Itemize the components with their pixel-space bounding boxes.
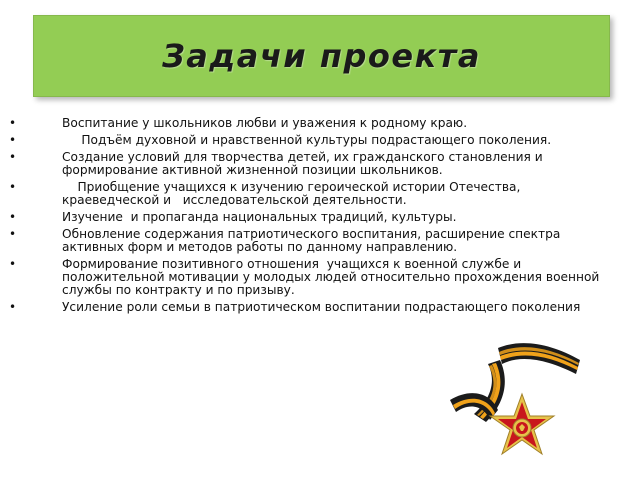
list-item-text: Формирование позитивного отношения учащихся к военной службе и положительной мотивации у молодых людей относительно прохождения военной службы по контракту и по призыву. [62,257,604,297]
task-list [0,117,610,318]
bullet-icon: • [9,150,17,164]
list-item [0,151,610,177]
list-item-text: Изучение и пропаганда национальных традиций, культуры. [62,210,457,224]
bullet-icon: • [9,210,17,224]
slide-title: Задачи проекта [162,37,481,75]
list-item [0,258,610,297]
list-item [0,134,610,147]
list-item-text: Усиление роли семьи в патриотическом воспитании подрастающего поколения [62,300,581,314]
bullet-icon: • [9,300,17,314]
bullet-icon: • [9,227,17,241]
bullet-icon: • [9,257,17,271]
bullet-icon: • [9,116,17,130]
list-item-text: Воспитание у школьников любви и уважения к родному краю. [62,116,468,130]
title-banner [33,15,610,97]
ribbon-band-upper [498,343,580,374]
bullet-icon: • [9,133,17,147]
list-item [0,211,610,224]
list-item [0,228,610,254]
list-item [0,301,610,314]
st-george-ribbon-order-icon [440,330,590,470]
bullet-icon: • [9,180,17,194]
list-item-text: Подъём духовной и нравственной культуры подрастающего поколения. [62,133,552,147]
list-item-text: Создание условий для творчества детей, их гражданского становления и формирование активной жизненной позиции школьников. [62,150,547,177]
list-item-text: Обновление содержания патриотического воспитания, расширение спектра активных форм и методов работы по данному направлению. [62,227,565,254]
list-item-text: Приобщение учащихся к изучению героической истории Отечества, краеведческой и исследовательской деятельности. [62,180,525,207]
list-item [0,181,610,207]
list-item [0,117,610,130]
